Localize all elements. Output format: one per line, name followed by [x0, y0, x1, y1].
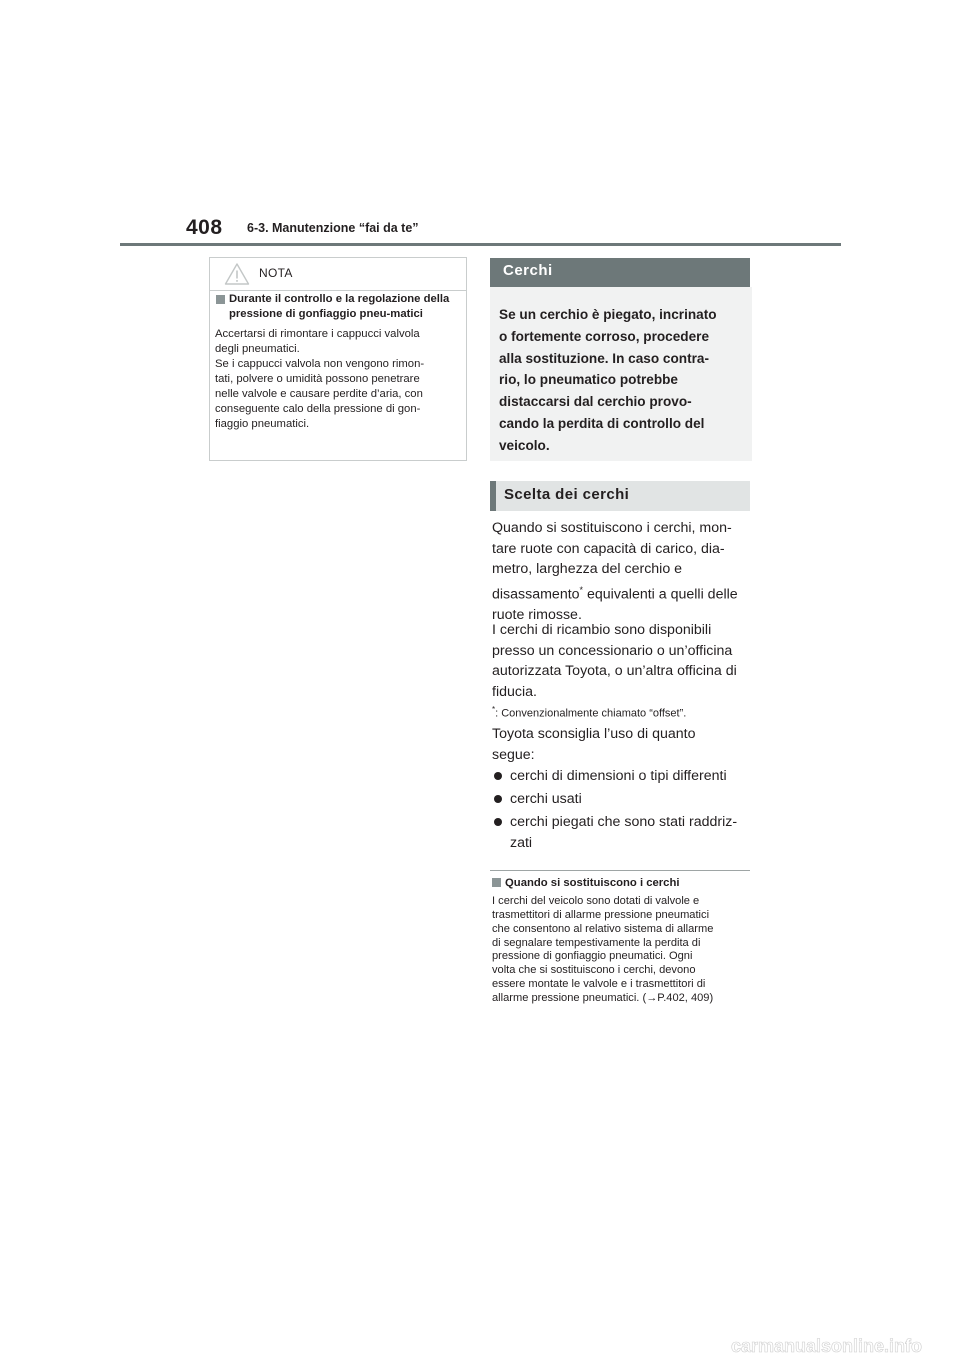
scelta-paragraph-1: Quando si sostituiscono i cerchi, mon- tare ruote con capacità di carico, dia- metro, larghezza del cerchio e disassamento* equivalenti a quelli delle ruote rimosse.	[492, 518, 750, 625]
cerchi-lead-text: Se un cerchio è piegato, incrinato o fortemente corroso, procedere alla sostituzione. In caso contra- rio, lo pneumatico potrebbe distaccarsi dal cerchio provo- cando la perdita di controllo del veicolo.	[499, 307, 717, 453]
bullet-dot-icon	[494, 772, 502, 780]
nota-subtitle: Durante il controllo e la regolazione della pressione di gonfiaggio pneu-matici	[215, 292, 459, 322]
scelta-heading: Scelta dei cerchi	[504, 486, 630, 503]
nota-label: NOTA	[259, 266, 293, 280]
info-section	[492, 876, 752, 1006]
info-divider	[490, 870, 750, 871]
scelta-heading-bar	[490, 481, 750, 511]
list-item: cerchi piegati che sono stati raddriz- zati	[492, 812, 750, 853]
cerchi-heading: Cerchi	[503, 262, 553, 279]
info-title: Quando si sostituiscono i cerchi	[492, 876, 752, 890]
footnote: *: Convenzionalmente chiamato “offset”.	[492, 705, 687, 720]
nota-box	[209, 257, 467, 461]
bullet-list	[492, 766, 750, 856]
watermark-logo	[730, 1334, 960, 1358]
watermark-text: carmanualsonline.info	[731, 1336, 923, 1356]
list-item: cerchi usati	[492, 789, 750, 810]
page-header	[0, 0, 960, 250]
info-text: I cerchi del veicolo sono dotati di valvole e trasmettitori di allarme pressione pneumatici che consentono al relativo sistema di allarme di segnalare tempestivamente la perdita di pressione di gonfiaggio pneumatici. Ogni volta che si sostituiscono i cerchi, devono essere montate le valvole e i trasmettitori di allarme pressione pneumatici. (→P.402, 409)	[492, 895, 714, 1004]
section-title: 6-3. Manutenzione “fai da te”	[247, 221, 419, 235]
square-bullet-icon	[492, 878, 501, 887]
nota-header	[210, 258, 466, 291]
heading-accent	[490, 481, 496, 511]
nota-text: Accertarsi di rimontare i cappucci valvola degli pneumatici. Se i cappucci valvola non vengono rimon- tati, polvere o umidità possono penetrare nelle valvole e causare perdite d’aria, con conseguente calo della pressione di gon- fiaggio pneumatici.	[215, 328, 425, 430]
asterisk-mark: *	[579, 584, 584, 595]
square-bullet-icon	[216, 295, 225, 304]
cerchi-heading-bar	[490, 258, 750, 287]
page-number: 408	[186, 216, 223, 239]
list-item: cerchi di dimensioni o tipi differenti	[492, 766, 750, 787]
warning-triangle-icon	[224, 262, 250, 286]
scelta-paragraph-2: I cerchi di ricambio sono disponibili presso un concessionario o un’officina autorizzata Toyota, o un’altra officina di fiducia.	[492, 622, 737, 700]
nota-body	[215, 292, 459, 432]
bullet-dot-icon	[494, 818, 502, 826]
bullet-dot-icon	[494, 795, 502, 803]
scelta-paragraph-3: Toyota sconsiglia l’uso di quanto segue:	[492, 726, 696, 763]
header-divider	[120, 243, 841, 246]
disassamento-line: disassamento* equivalenti a quelli delle	[492, 584, 738, 603]
cerchi-lead-box	[490, 287, 752, 461]
